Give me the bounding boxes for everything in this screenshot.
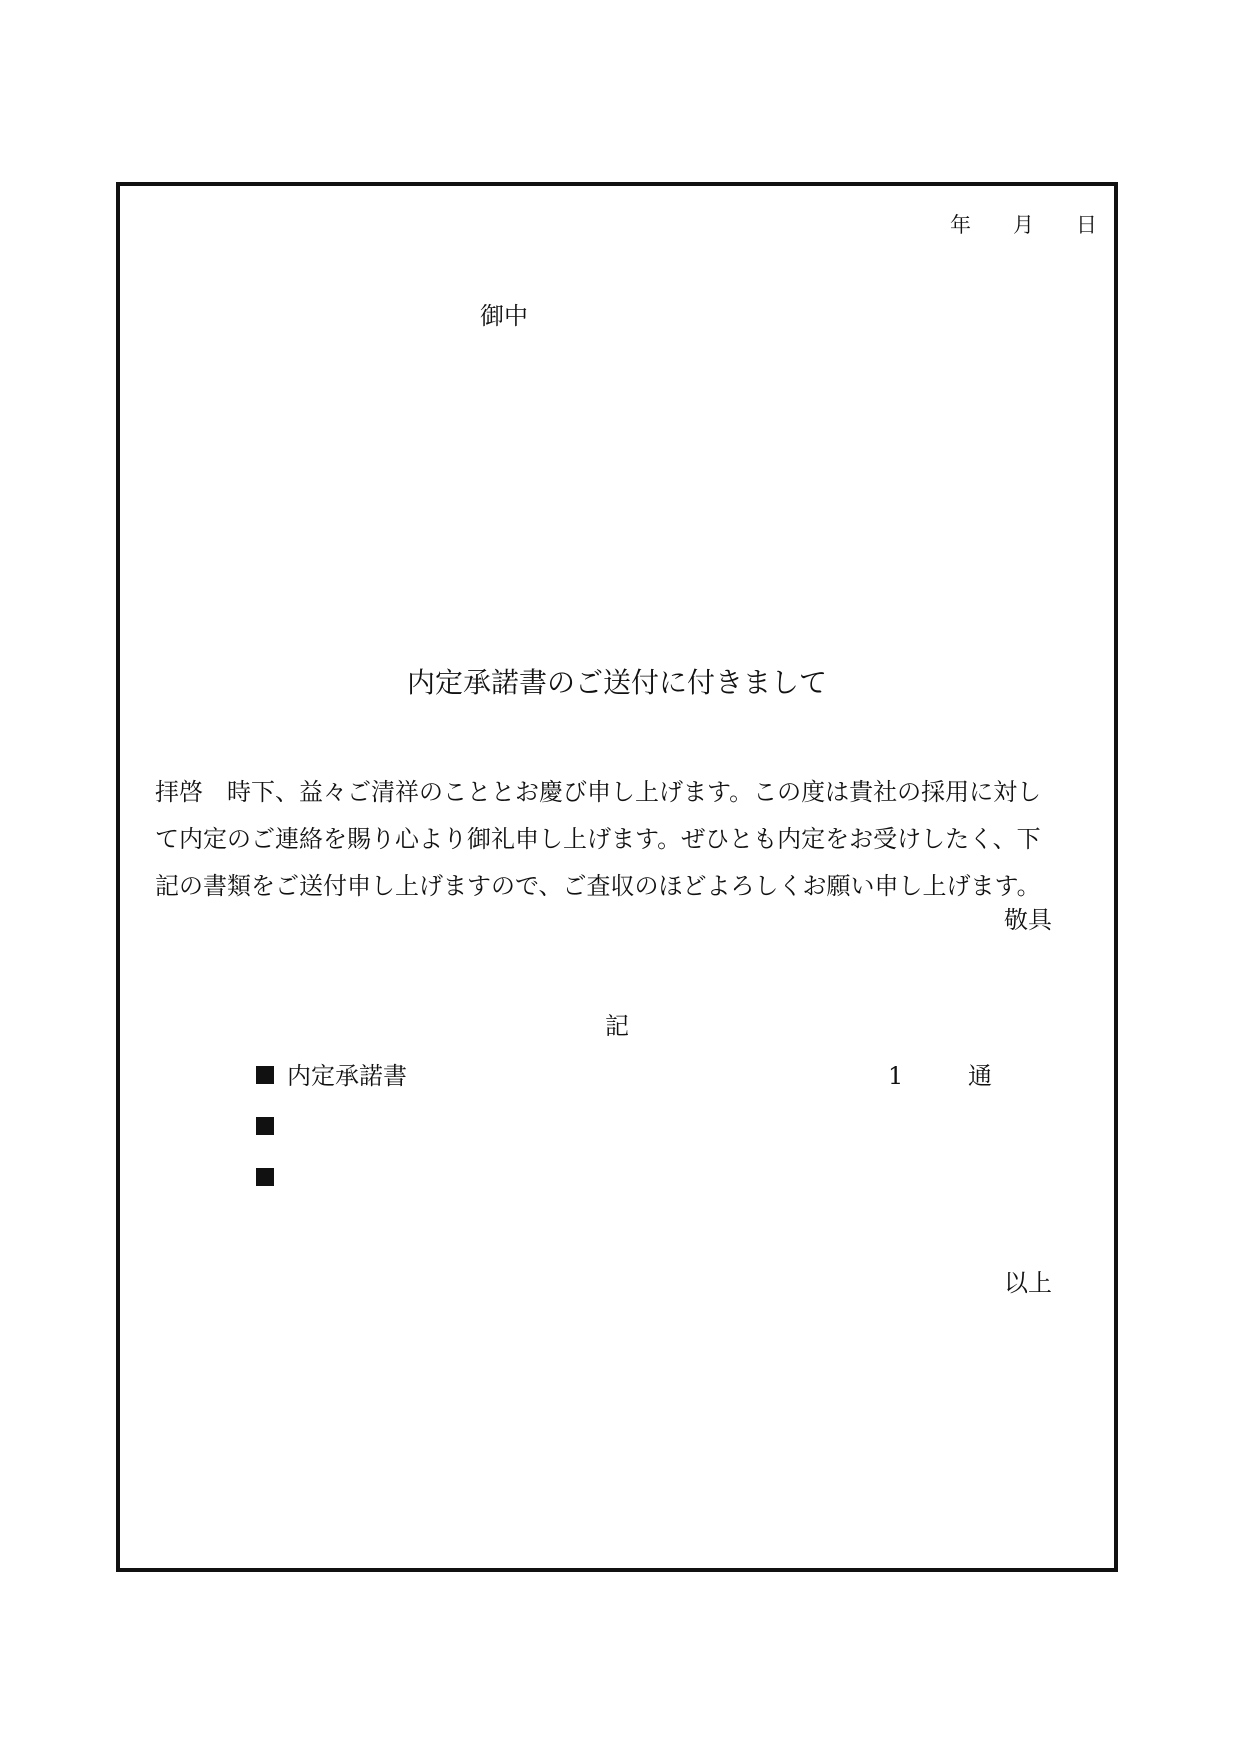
list-item [256, 1064, 1016, 1115]
date-line [950, 215, 1139, 236]
item-unit: 通 [968, 1062, 992, 1090]
item-qty: 1 [888, 1062, 904, 1090]
list-item [256, 1115, 1016, 1166]
document-title: 内定承諾書のご送付に付きまして [406, 666, 827, 699]
date-month: 月 [1013, 213, 1034, 237]
ki-heading: 記 [605, 1012, 629, 1040]
body-line: 拝啓 時下、益々ご清祥のこととお慶び申し上げます。この度は貴社の採用に対し [155, 778, 1042, 806]
closing-keigu: 敬具 [1004, 906, 1052, 934]
document-frame [116, 182, 1118, 1572]
date-year: 年 [950, 213, 971, 237]
square-bullet-icon [256, 1117, 274, 1135]
recipient: 御中 [480, 302, 528, 330]
body-text [155, 769, 1099, 910]
square-bullet-icon [256, 1168, 274, 1186]
closing-ijou: 以上 [1004, 1269, 1052, 1297]
body-line: 記の書類をご送付申し上げますので、ご査収のほどよろしくお願い申し上げます。 [155, 872, 1041, 900]
square-bullet-icon [256, 1066, 274, 1084]
date-day: 日 [1076, 213, 1097, 237]
body-line: て内定のご連絡を賜り心より御礼申し上げます。ぜひとも内定をお受けしたく、下 [155, 825, 1041, 853]
list-item [256, 1166, 1016, 1217]
enclosure-list [256, 1064, 1016, 1217]
item-label: 内定承諾書 [287, 1062, 407, 1090]
